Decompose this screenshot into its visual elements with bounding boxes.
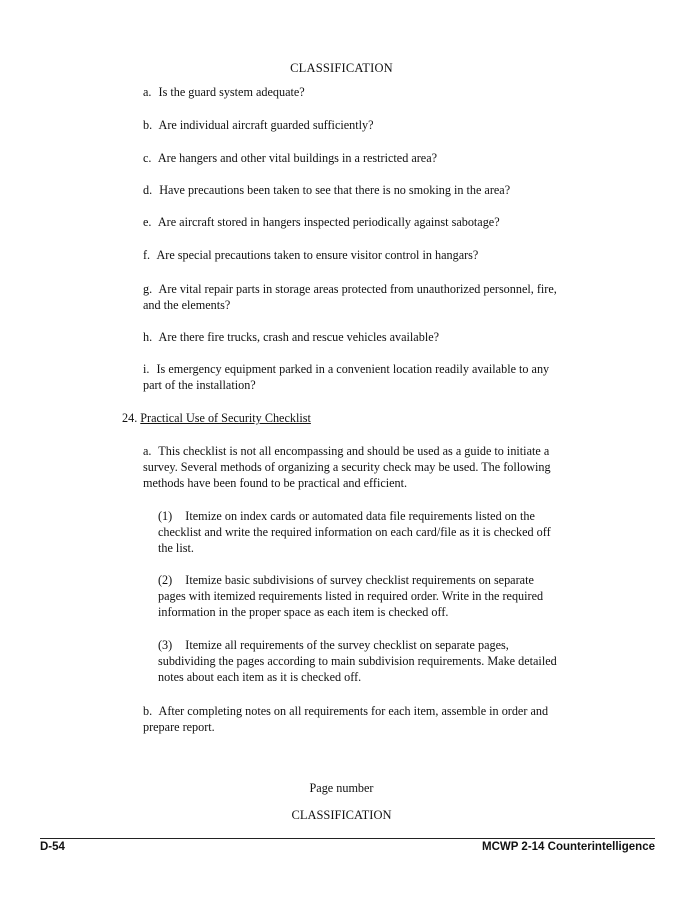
subitem-number: (1) <box>158 509 173 523</box>
checklist-item-g <box>143 281 563 313</box>
item-label: h. <box>143 330 153 344</box>
checklist-item-b <box>143 117 563 133</box>
checklist-item-i <box>143 361 563 393</box>
section-paragraph-b <box>143 703 563 735</box>
paragraph-text: After completing notes on all requirements for each item, assemble in order and prepare report. <box>143 704 549 734</box>
subitem-text: Itemize on index cards or automated data file requirements listed on the checklist and write the required information on each card/file as it is checked off the list. <box>158 509 551 555</box>
item-label: f. <box>143 248 151 262</box>
item-label: g. <box>143 282 153 296</box>
checklist-item-e <box>143 214 583 230</box>
item-text: Are special precautions taken to ensure visitor control in hangars? <box>156 248 479 262</box>
paragraph-label: b. <box>143 704 153 718</box>
checklist-item-d <box>143 182 583 198</box>
footer-publication-title: MCWP 2-14 Counterintelligence <box>482 841 655 853</box>
item-text: Are vital repair parts in storage areas protected from unauthorized personnel, fire, and the elements? <box>143 282 557 312</box>
item-text: Are individual aircraft guarded sufficiently? <box>158 118 374 132</box>
section-heading <box>122 410 311 426</box>
item-label: b. <box>143 118 153 132</box>
subitem-number: (3) <box>158 638 173 652</box>
item-label: e. <box>143 215 152 229</box>
page-number-placeholder: Page number <box>309 781 374 795</box>
footer-page-id: D-54 <box>40 841 65 853</box>
item-label: d. <box>143 183 153 197</box>
paragraph-text: This checklist is not all encompassing and should be used as a guide to initiate a survey. Several methods of organizing a security check may be used. The following methods have been found to be practical and efficient. <box>143 444 551 490</box>
item-text: Are there fire trucks, crash and rescue vehicles available? <box>158 330 440 344</box>
checklist-item-f <box>143 247 563 263</box>
section-paragraph-a <box>143 443 563 491</box>
classification-footer: CLASSIFICATION <box>291 808 392 822</box>
item-text: Is the guard system adequate? <box>158 85 305 99</box>
subitem-1 <box>158 508 563 556</box>
checklist-item-a <box>143 84 563 100</box>
checklist-item-h <box>143 329 563 345</box>
subitem-3 <box>158 637 563 685</box>
item-label: i. <box>143 362 150 376</box>
section-number: 24. <box>122 411 138 425</box>
item-text: Are hangers and other vital buildings in a restricted area? <box>157 151 438 165</box>
subitem-number: (2) <box>158 573 173 587</box>
item-text: Are aircraft stored in hangers inspected periodically against sabotage? <box>157 215 500 229</box>
footer-divider <box>40 838 655 839</box>
item-text: Is emergency equipment parked in a convenient location readily available to any part of the installation? <box>143 362 550 392</box>
classification-header: CLASSIFICATION <box>290 61 393 75</box>
subitem-text: Itemize basic subdivisions of survey checklist requirements on separate pages with itemized requirements listed in required order. Write in the required information in the proper space as each item is checked off. <box>158 573 544 619</box>
item-label: a. <box>143 85 152 99</box>
item-text: Have precautions been taken to see that there is no smoking in the area? <box>159 183 511 197</box>
subitem-text: Itemize all requirements of the survey checklist on separate pages, subdividing the pages according to main subdivision requirements. Make detailed notes about each item as it is checked off. <box>158 638 557 684</box>
section-title: Practical Use of Security Checklist <box>140 411 311 425</box>
item-label: c. <box>143 151 152 165</box>
paragraph-label: a. <box>143 444 152 458</box>
subitem-2 <box>158 572 563 620</box>
checklist-item-c <box>143 150 563 166</box>
